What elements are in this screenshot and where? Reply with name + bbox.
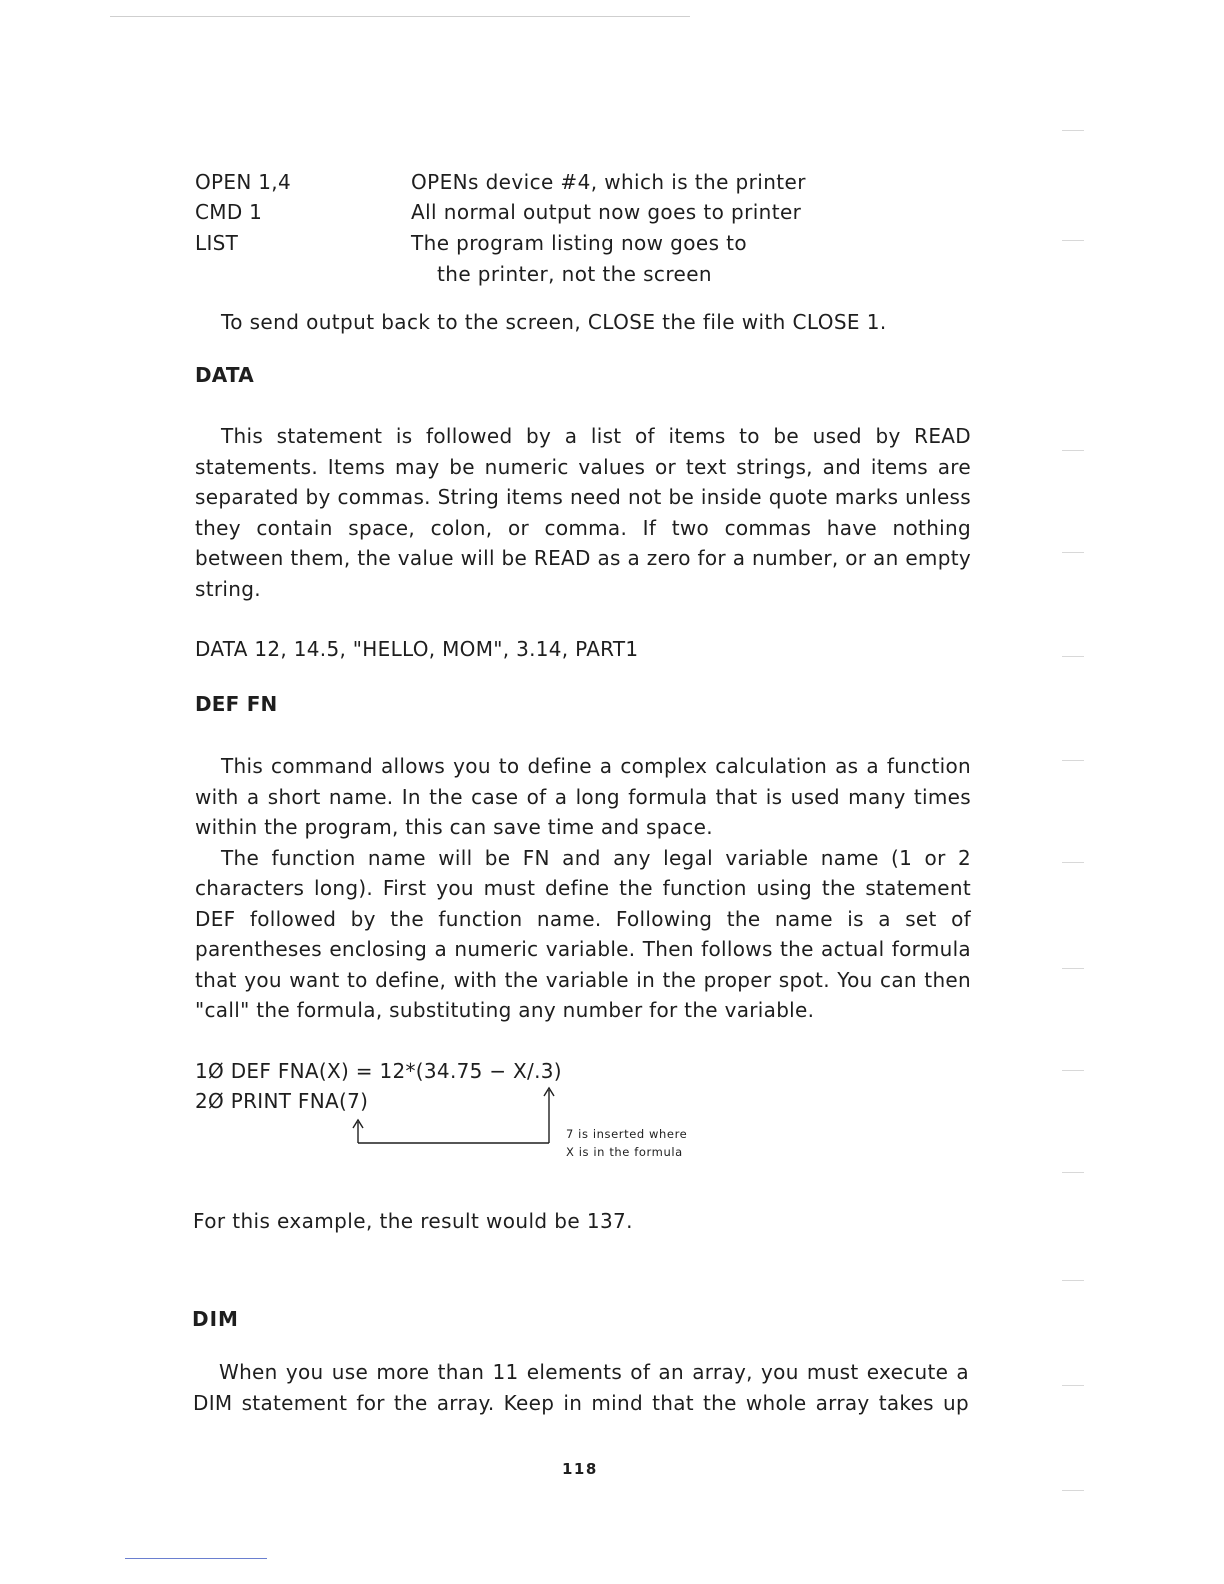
scan-right-marks [1062,656,1084,657]
scan-bottom-link-line [125,1558,267,1559]
annotation-line-2: X is in the formula [566,1145,683,1159]
arrow-head-left [353,1120,363,1128]
close-note: To send output back to the screen, CLOSE the file with CLOSE 1. [221,310,887,334]
def-fn-heading: DEF FN [195,692,278,716]
scan-right-marks [1062,1070,1084,1071]
page-number: 118 [562,1460,598,1478]
data-paragraph [195,421,971,604]
scan-right-marks [1062,1385,1084,1386]
scan-right-marks [1062,862,1084,863]
command-list-description-continuation: the printer, not the screen [437,262,712,286]
scan-right-marks [1062,450,1084,451]
result-note: For this example, the result would be 137. [193,1209,633,1233]
code-line-2: 2Ø PRINT FNA(7) [195,1089,369,1113]
command-open: OPEN 1,4 [195,170,291,194]
command-open-description: OPENs device #4, which is the printer [411,170,806,194]
data-example: DATA 12, 14.5, "HELLO, MOM", 3.14, PART1 [195,637,639,661]
command-cmd: CMD 1 [195,200,263,224]
data-paragraph-text: This statement is followed by a list of items to be used by READ statements. Items may be numeric values or text strings, and items are separated by commas. String items need not be inside quote marks unless they contain space, colon, or comma. If two commas have nothing between them, the value will be READ as a zero for a number, or an empty string. [195,424,971,601]
code-line-1: 1Ø DEF FNA(X) = 12*(34.75 − X/.3) [195,1059,562,1083]
def-fn-paragraphs [195,751,971,1026]
scan-right-marks [1062,1280,1084,1281]
dim-paragraph [193,1357,969,1418]
command-list: LIST [195,231,239,255]
command-cmd-description: All normal output now goes to printer [411,200,802,224]
arrow-head-right [544,1088,554,1096]
dim-paragraph-text: When you use more than 11 elements of an array, you must execute a DIM statement for the array. Keep in mind that the whole array takes up [193,1360,969,1415]
scan-right-marks [1062,130,1084,131]
scan-top-edge [110,16,690,17]
scan-right-marks [1062,240,1084,241]
dim-heading: DIM [192,1307,239,1331]
def-fn-paragraph-1: This command allows you to define a complex calculation as a function with a short name. In the case of a long formula that is used many times within the program, this can save time and space. [195,754,971,839]
scan-right-marks [1062,552,1084,553]
command-list-description: The program listing now goes to [411,231,748,255]
data-heading: DATA [195,363,254,387]
scan-right-marks [1062,1490,1084,1491]
scan-right-marks [1062,1172,1084,1173]
def-fn-paragraph-2: The function name will be FN and any legal variable name (1 or 2 characters long). First you must define the function using the statement DEF followed by the function name. Following the name is a set of parentheses enclosing a numeric variable. Then follows the actual formula that you want to define, with the variable in the proper spot. You can then "call" the formula, substituting any number for the variable. [195,845,971,1022]
scan-right-marks [1062,760,1084,761]
annotation-line-1: 7 is inserted where [566,1127,688,1141]
scan-right-marks [1062,968,1084,969]
